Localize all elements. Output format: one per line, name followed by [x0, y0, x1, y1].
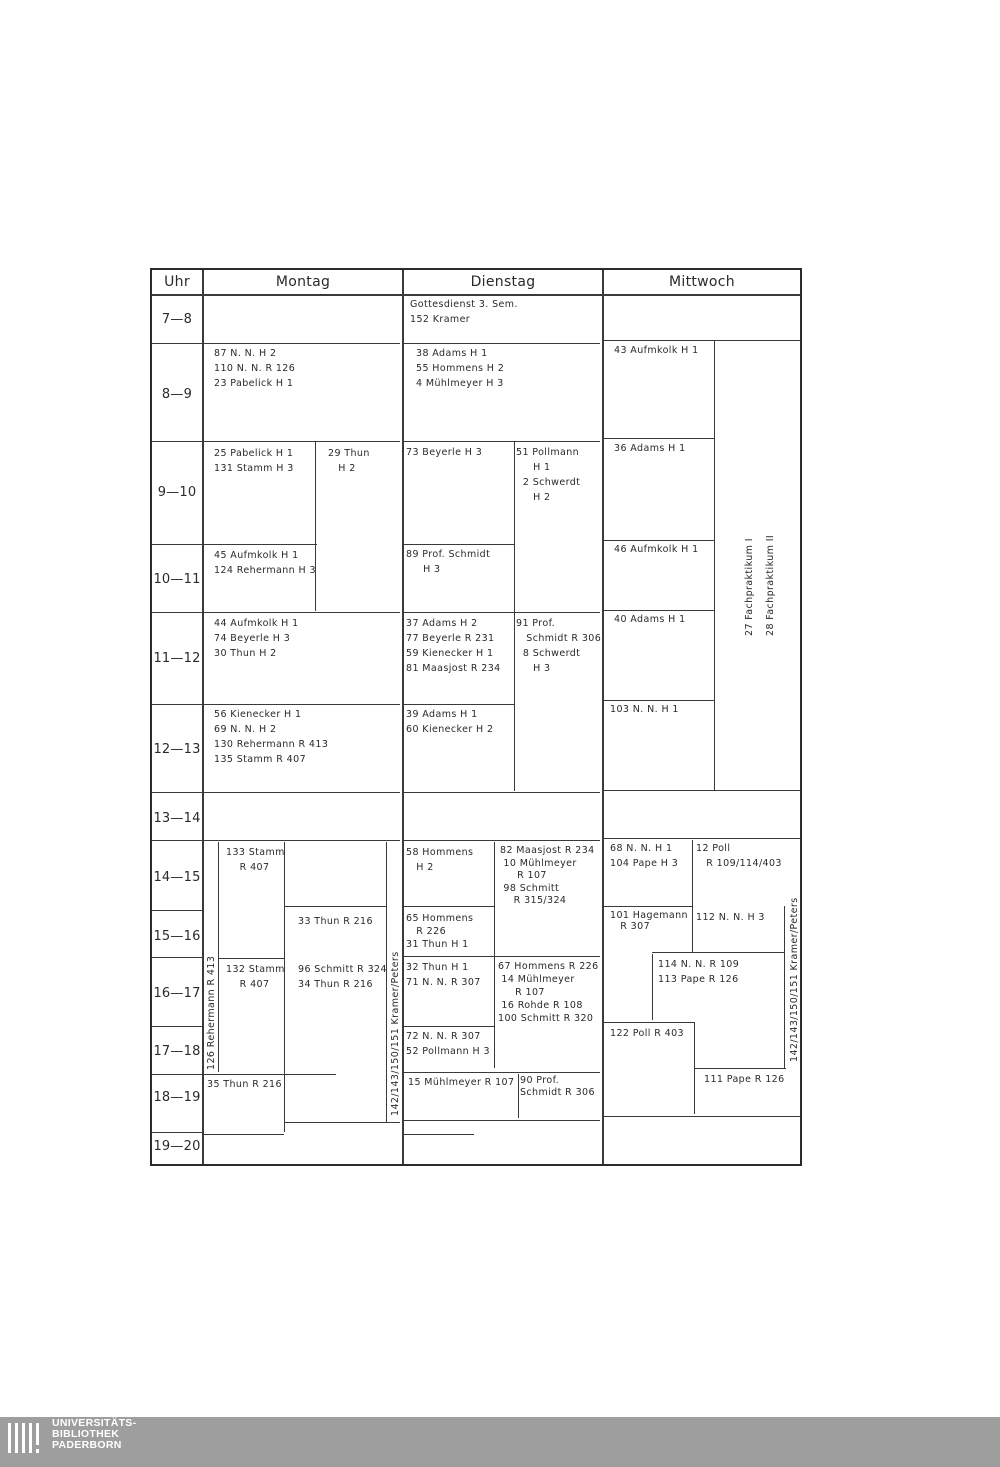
wednesday-rule: [694, 1068, 786, 1069]
divider-mon-tue: [402, 270, 404, 1164]
monday-slot-14-15-a: 133 Stamm R 407: [226, 847, 285, 873]
monday-rule: [204, 343, 400, 344]
row-rule: [152, 957, 202, 958]
tuesday-split: [518, 1074, 519, 1118]
tuesday-slot-10-11: 89 Prof. Schmidt H 3: [406, 549, 491, 575]
time-12-13: 12—13: [153, 742, 201, 757]
tuesday-rule: [404, 544, 514, 545]
time-11-12: 11—12: [153, 651, 201, 666]
wednesday-vertical-fachpraktikum-1: 27 Fachpraktikum I: [744, 538, 755, 636]
header-rule: [152, 294, 800, 296]
wednesday-slot-10-11: 46 Aufmkolk H 1: [614, 544, 699, 555]
wednesday-slot-12-13: 103 N. N. H 1: [610, 704, 679, 715]
monday-slot-16-17-b: 96 Schmitt R 324 34 Thun R 216: [298, 964, 387, 990]
time-18-19: 18—19: [153, 1090, 201, 1105]
wednesday-slot-16-17: 114 N. N. R 109 113 Pape R 126: [658, 959, 740, 985]
monday-rule: [204, 544, 317, 545]
monday-rule: [204, 612, 400, 613]
wednesday-slot-14-15-a: 68 N. N. H 1 104 Pape H 3: [610, 843, 679, 869]
wednesday-slot-17-18: 122 Poll R 403: [610, 1028, 685, 1039]
tuesday-rule: [404, 1072, 600, 1073]
row-rule: [152, 612, 202, 613]
monday-slot-8-9: 87 N. N. H 2 110 N. N. R 126 23 Pabelick H 1: [214, 348, 296, 389]
tuesday-rule: [404, 906, 494, 907]
monday-vertical-kramer-peters: 142/143/150/151 Kramer/Peters: [390, 951, 401, 1116]
tuesday-slot-9-10-a: 73 Beyerle H 3: [406, 447, 483, 458]
monday-rule: [204, 441, 400, 442]
footer-bar: [0, 1417, 1000, 1467]
wednesday-rule: [604, 610, 714, 611]
tuesday-rule: [404, 343, 600, 344]
monday-slot-11-12: 44 Aufmkolk H 1 74 Beyerle H 3 30 Thun H 2: [214, 618, 299, 659]
row-rule: [152, 441, 202, 442]
wednesday-rule: [604, 438, 714, 439]
row-rule: [152, 1074, 202, 1075]
header-monday: Montag: [275, 274, 331, 290]
wednesday-slot-14-15-b: 12 Poll R 109/114/403: [696, 843, 782, 869]
tuesday-rule: [404, 1134, 474, 1135]
wednesday-rule: [604, 540, 714, 541]
wednesday-split: [784, 906, 785, 1068]
library-logo-icon: [6, 1423, 46, 1461]
tuesday-slot-12-13: 39 Adams H 1 60 Kienecker H 2: [406, 709, 494, 735]
tuesday-rule: [404, 612, 600, 613]
wednesday-slot-18-19: 111 Pape R 126: [704, 1074, 785, 1085]
wednesday-rule: [604, 838, 800, 839]
monday-rule: [284, 1122, 400, 1123]
time-15-16: 15—16: [153, 929, 201, 944]
tuesday-slot-14-15-a: 58 Hommens H 2: [406, 847, 474, 873]
wednesday-split: [652, 954, 653, 1020]
tuesday-split: [494, 842, 495, 1068]
monday-split: [218, 842, 219, 1072]
tuesday-slot-16-17-b: 67 Hommens R 226 14 Mühlmeyer R 107 16 Rohde R 108 100 Schmitt R 320: [498, 961, 599, 1024]
row-rule: [152, 544, 202, 545]
monday-slot-10-11: 45 Aufmkolk H 1 124 Rehermann H 3: [214, 550, 316, 576]
tuesday-rule: [404, 1026, 494, 1027]
time-9-10: 9—10: [157, 485, 197, 500]
tuesday-slot-7-8: Gottesdienst 3. Sem. 152 Kramer: [410, 299, 518, 325]
row-rule: [152, 1026, 202, 1027]
tuesday-slot-17-18: 72 N. N. R 307 52 Pollmann H 3: [406, 1031, 490, 1057]
wednesday-slot-9-10: 36 Adams H 1: [614, 443, 686, 454]
monday-rule: [204, 1074, 336, 1075]
tuesday-slot-18-19-a: 15 Mühlmeyer R 107: [408, 1077, 515, 1088]
monday-rule: [284, 906, 386, 907]
time-7-8: 7—8: [161, 312, 193, 327]
tuesday-rule: [404, 840, 600, 841]
wednesday-split: [714, 340, 715, 790]
time-16-17: 16—17: [153, 986, 201, 1001]
row-rule: [152, 1132, 202, 1133]
wednesday-rule: [604, 790, 800, 791]
row-rule: [152, 792, 202, 793]
wednesday-split: [692, 840, 693, 952]
wednesday-rule: [604, 340, 800, 341]
tuesday-slot-11-12-b: 91 Prof. Schmidt R 306 8 Schwerdt H 3: [516, 618, 602, 674]
tuesday-rule: [404, 956, 600, 957]
monday-slot-9-10-b: 29 Thun H 2: [328, 448, 370, 474]
wednesday-rule: [604, 700, 714, 701]
library-logo-text: UNIVERSITÄTS- BIBLIOTHEK PADERBORN: [52, 1417, 137, 1451]
wednesday-rule: [652, 952, 784, 953]
tuesday-rule: [404, 792, 600, 793]
tuesday-rule: [404, 704, 514, 705]
divider-time: [202, 270, 204, 1164]
monday-rule: [204, 1134, 284, 1135]
wednesday-rule: [604, 906, 692, 907]
header-wednesday: Mittwoch: [669, 274, 735, 290]
tuesday-slot-9-10-b: 51 Pollmann H 1 2 Schwerdt H 2: [516, 447, 581, 503]
time-10-11: 10—11: [153, 572, 201, 587]
tuesday-split: [514, 441, 515, 791]
wednesday-slot-15-16-b: 112 N. N. H 3: [696, 912, 765, 923]
monday-rule: [204, 792, 400, 793]
monday-vertical-rehermann: 126 Rehermann R 413: [206, 955, 217, 1070]
header-time: Uhr: [164, 274, 190, 290]
monday-rule: [218, 958, 284, 959]
row-rule: [152, 840, 202, 841]
wednesday-rule: [604, 1022, 694, 1023]
monday-slot-16-17-a: 132 Stamm R 407: [226, 964, 285, 990]
wednesday-split: [694, 1022, 695, 1114]
row-rule: [152, 910, 202, 911]
tuesday-rule: [404, 1120, 600, 1121]
monday-slot-18-19-a: 35 Thun R 216: [207, 1079, 282, 1090]
wednesday-vertical-kramer-peters: 142/143/150/151 Kramer/Peters: [789, 897, 800, 1062]
monday-rule: [204, 840, 400, 841]
wednesday-slot-11-12: 40 Adams H 1: [614, 614, 686, 625]
wednesday-vertical-fachpraktikum-2: 28 Fachpraktikum II: [765, 534, 776, 636]
wednesday-rule: [604, 1116, 800, 1117]
tuesday-slot-18-19-b: 90 Prof. Schmidt R 306: [520, 1075, 595, 1098]
monday-slot-9-10-a: 25 Pabelick H 1 131 Stamm H 3: [214, 448, 294, 474]
tuesday-slot-8-9: 38 Adams H 1 55 Hommens H 2 4 Mühlmeyer H 3: [416, 348, 505, 389]
row-rule: [152, 704, 202, 705]
tuesday-rule: [404, 441, 600, 442]
monday-rule: [204, 704, 400, 705]
header-tuesday: Dienstag: [470, 274, 536, 290]
time-17-18: 17—18: [153, 1044, 201, 1059]
divider-tue-wed: [602, 270, 604, 1164]
wednesday-slot-15-16-a: 101 Hagemann R 307: [610, 910, 688, 932]
row-rule: [152, 343, 202, 344]
timetable: [150, 268, 802, 1166]
time-8-9: 8—9: [161, 387, 193, 402]
tuesday-slot-14-15-b: 82 Maasjost R 234 10 Mühlmeyer R 107 98 Schmitt R 315/324: [500, 845, 595, 906]
time-14-15: 14—15: [153, 870, 201, 885]
monday-slot-15-16-b: 33 Thun R 216: [298, 916, 373, 927]
time-19-20: 19—20: [153, 1139, 201, 1154]
tuesday-slot-16-17-a: 32 Thun H 1 71 N. N. R 307: [406, 962, 481, 988]
monday-slot-12-13: 56 Kienecker H 1 69 N. N. H 2 130 Rehermann R 413 135 Stamm R 407: [214, 709, 329, 765]
tuesday-slot-15-16: 65 Hommens R 226 31 Thun H 1: [406, 913, 474, 950]
tuesday-slot-11-12-a: 37 Adams H 2 77 Beyerle R 231 59 Kienecker H 1 81 Maasjost R 234: [406, 618, 501, 674]
wednesday-slot-8-9: 43 Aufmkolk H 1: [614, 345, 699, 356]
monday-split: [315, 441, 316, 611]
time-13-14: 13—14: [153, 811, 201, 826]
